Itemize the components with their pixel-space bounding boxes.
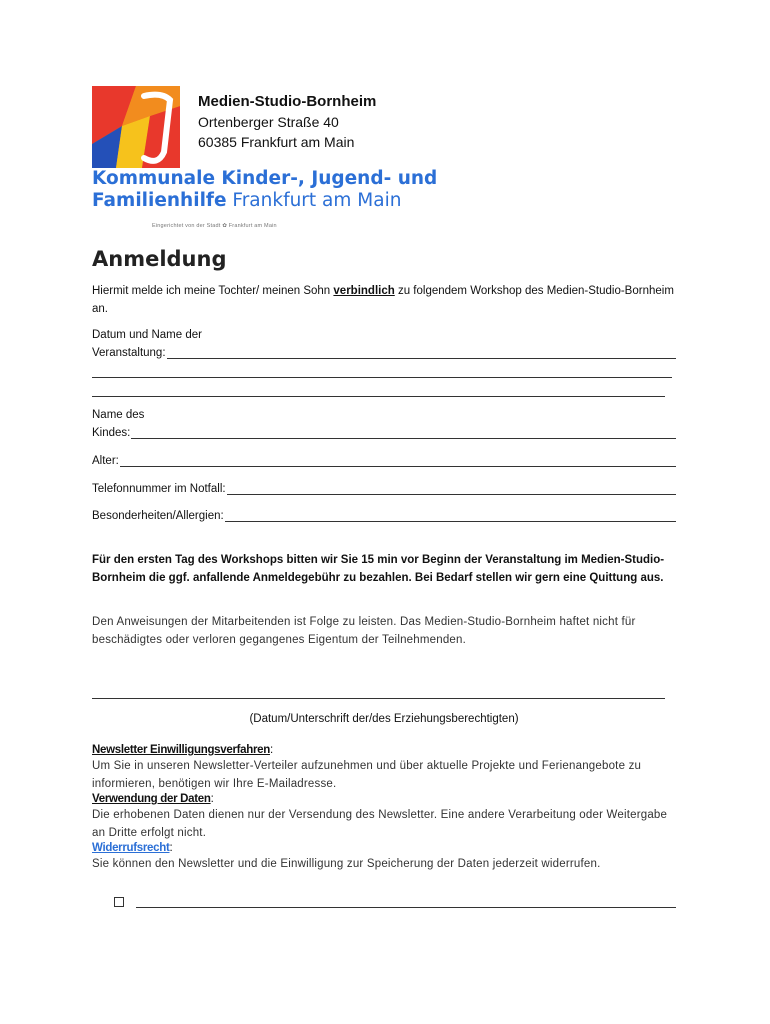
email-input-line[interactable] (136, 906, 676, 908)
data-usage-heading: Verwendung der Daten (92, 793, 211, 805)
signature-line[interactable] (92, 697, 665, 699)
child-name-field[interactable] (92, 424, 676, 442)
kommunal-logo-text (92, 168, 437, 212)
event-extra-line-2[interactable] (92, 395, 665, 397)
page-title: Anmeldung (92, 247, 227, 271)
organization-name: Medien-Studio-Bornheim (198, 93, 377, 110)
revocation-link[interactable]: Widerrufsrecht (92, 842, 170, 854)
city-tagline: Eingerichtet von der Stadt ✿ Frankfurt am Main (152, 223, 277, 229)
kommunal-line-2 (92, 190, 437, 212)
age-input-line[interactable] (120, 453, 676, 467)
city-address: 60385 Frankfurt am Main (198, 134, 355, 150)
kommunal-line-1: Kommunale Kinder-, Jugend- und (92, 168, 438, 189)
age-field[interactable] (92, 452, 676, 470)
event-label: Veranstaltung: (92, 347, 166, 359)
event-input-line[interactable] (167, 345, 676, 359)
heading-colon: : (169, 842, 173, 854)
newsletter-consent-checkbox[interactable] (114, 897, 124, 907)
phone-label: Telefonnummer im Notfall: (92, 483, 226, 495)
heading-colon: : (210, 793, 214, 805)
special-needs-label: Besonderheiten/Allergien: (92, 510, 224, 522)
child-name-label: Kindes: (92, 427, 131, 439)
kommunal-line-2-rest: Frankfurt am Main (226, 190, 402, 211)
heading-colon: : (269, 744, 274, 756)
child-name-input-line[interactable] (131, 425, 676, 439)
event-label-line1: Datum und Name der (92, 329, 202, 341)
event-field[interactable] (92, 344, 676, 362)
payment-notice: Für den ersten Tag des Workshops bitten wir Sie 15 min vor Beginn der Veranstaltung im Medien-Studio-Bornheim die ggf. anfallende Anmeldegebühr zu bezahlen. Bei Bedarf stellen wir gern eine Quittung aus. (92, 554, 665, 584)
kommunal-line-2-bold: Familienhilfe (92, 190, 227, 211)
intro-underlined: verbindlich (333, 285, 395, 297)
revocation-text: Sie können den Newsletter und die Einwilligung zur Speicherung der Daten jederzeit widerrufen. (92, 858, 601, 870)
intro-text-start: Hiermit melde ich meine Tochter/ meinen Sohn (92, 285, 334, 297)
age-label: Alter: (92, 455, 119, 467)
liability-disclaimer: Den Anweisungen der Mitarbeitenden ist Folge zu leisten. Das Medien-Studio-Bornheim haftet nicht für beschädigtes oder verloren gegangenes Eigentum der Teilnehmenden. (92, 616, 636, 646)
data-usage-text: Die erhobenen Daten dienen nur der Versendung des Newsletter. Eine andere Verarbeitung oder Weitergabe an Dritte erfolgt nicht. (92, 809, 668, 839)
street-address: Ortenberger Straße 40 (198, 114, 339, 130)
phone-input-line[interactable] (227, 481, 676, 495)
newsletter-consent-text: Um Sie in unseren Newsletter-Verteiler aufzunehmen und über aktuelle Projekte und Ferienangebote zu informieren, benötigen wir Ihre E-Mailadresse. (92, 760, 642, 790)
special-needs-field[interactable] (92, 507, 676, 525)
organization-address (198, 92, 376, 152)
signature-caption: (Datum/Unterschrift der/des Erziehungsberechtigten) (249, 713, 519, 725)
newsletter-consent-heading: Newsletter Einwilligungsverfahren (92, 744, 270, 756)
intro-text (92, 282, 682, 318)
special-needs-input-line[interactable] (225, 508, 676, 522)
intro-text-end: zu folgendem Workshop des Medien-Studio-Bornheim an. (92, 285, 674, 315)
event-extra-line-1[interactable] (92, 376, 672, 378)
phone-field[interactable] (92, 480, 676, 498)
medien-studio-logo (92, 86, 180, 168)
child-label-line1: Name des (92, 409, 145, 421)
